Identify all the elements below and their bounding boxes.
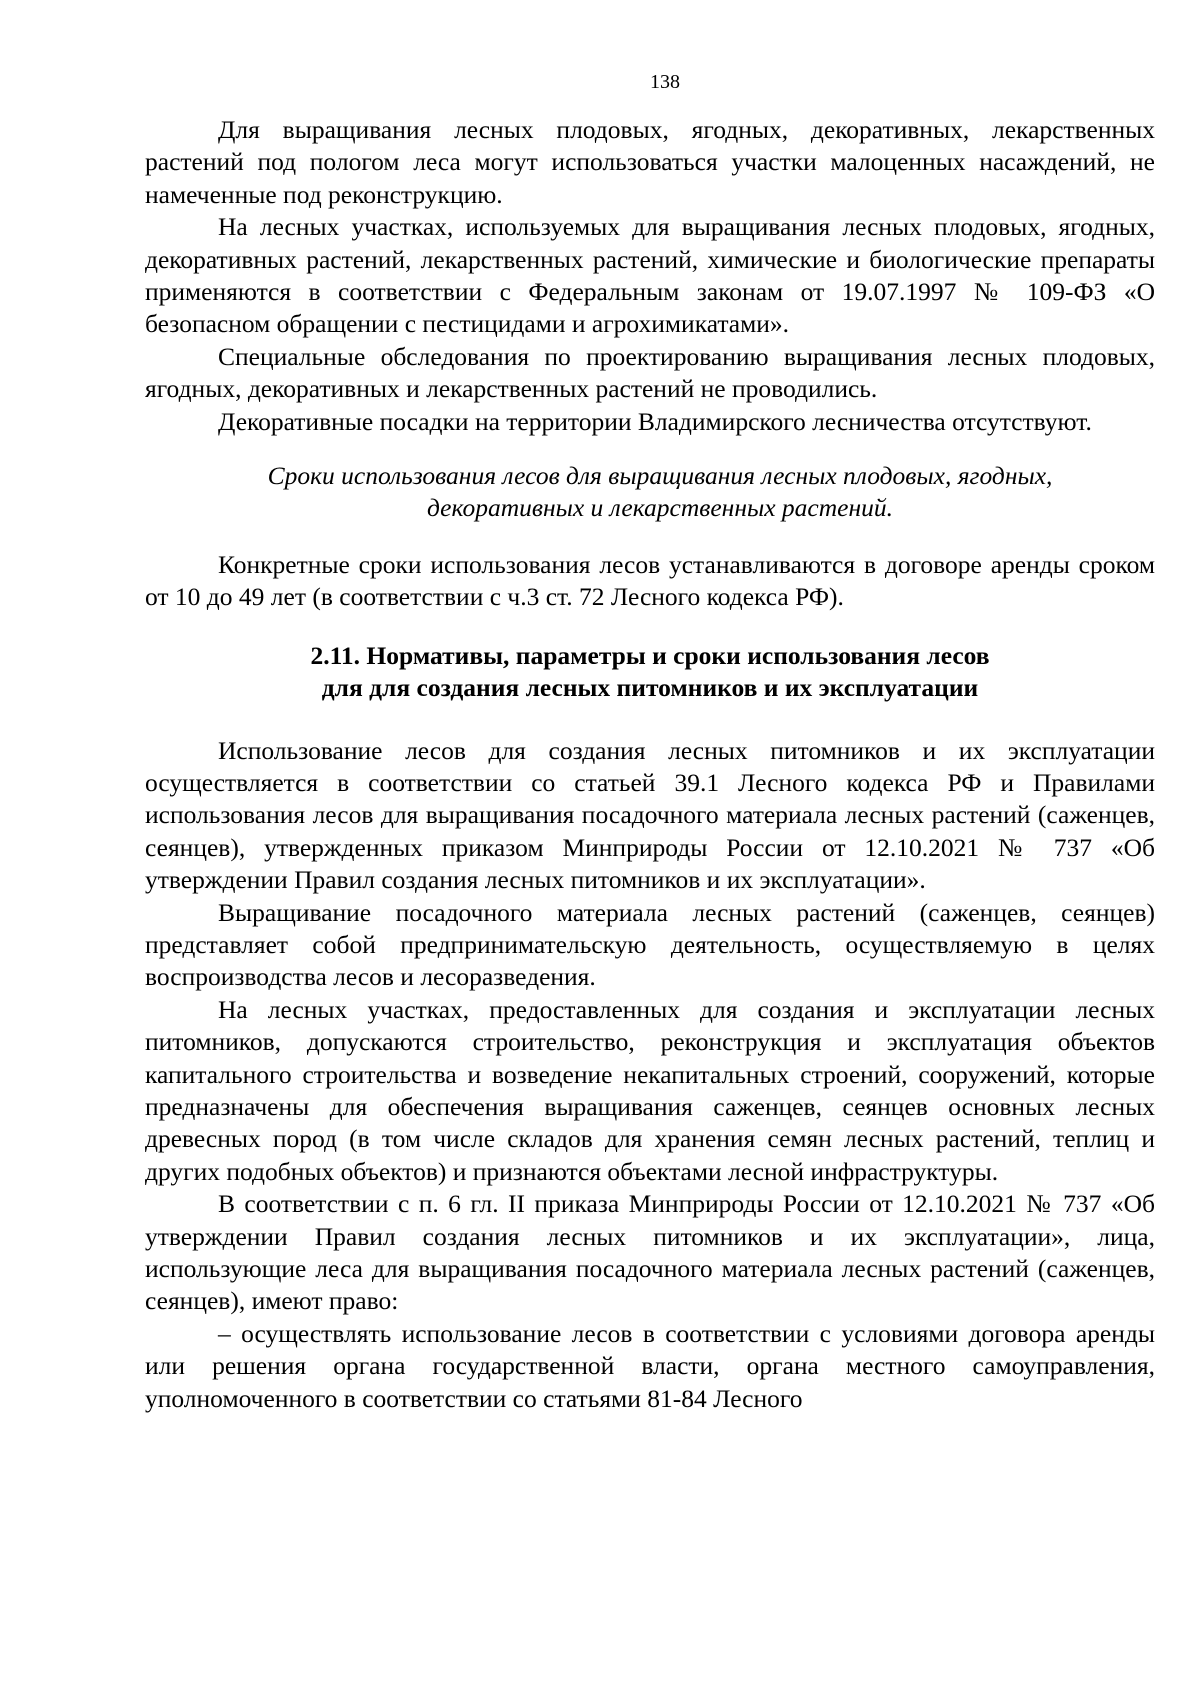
paragraph-decorative-plantings: Декоративные посадки на территории Владимирского лесничества отсутствуют. [218, 406, 1092, 436]
list-item-right-1: – осуществлять использование лесов в соответствии с условиями договора аренды или решения органа государственной власти, органа местного самоуправления, уполномоченного в соответствии со статьями 81-84 Лесного [145, 1318, 1155, 1413]
paragraph-nursery-use: Использование лесов для создания лесных питомников и их эксплуатации осуществляется в соответствии со статьей 39.1 Лесного кодекса РФ и Правилами использования лесов для выращивания посадочного материала лесных растений (саженцев, сеянцев), утвержденных приказом Минприроды России от 12.10.2021 № 737 «Об утверждении Правил создания лесных питомников и их эксплуатации». [145, 735, 1155, 895]
paragraph-seedling-cultivation: Выращивание посадочного материала лесных растений (саженцев, сеянцев) представляет собой предпринимательскую деятельность, осуществляемую в целях воспроизводства лесов и лесоразведения. [145, 897, 1155, 992]
paragraph-cultivation-areas: Для выращивания лесных плодовых, ягодных, декоративных, лекарственных растений под пологом леса могут использоваться участки малоценных насаждений, не намеченные под реконструкцию. [145, 115, 1155, 209]
paragraph-surveys: Специальные обследования по проектированию выращивания лесных плодовых, ягодных, декоративных и лекарственных растений не проводились. [145, 341, 1155, 404]
subheading-line-2: декоративных и лекарственных растений. [426, 493, 894, 523]
section-title-line-1: 2.11. Нормативы, параметры и сроки использования лесов [310, 640, 990, 670]
document-page [145, 70, 1155, 1415]
paragraph-infrastructure: На лесных участках, предоставленных для создания и эксплуатации лесных питомников, допускаются строительство, реконструкция и эксплуатация объектов капитального строительства и возведение некапитальных строений, сооружений, которые предназначены для обеспечения выращивания саженцев, сеянцев основных лесных древесных пород (в том числе складов для хранения семян лесных растений, теплиц и других подобных объектов) и признаются объектами лесной инфраструктуры. [145, 994, 1155, 1186]
subheading-terms [145, 460, 1155, 525]
paragraph-rights: В соответствии с п. 6 гл. II приказа Минприроды России от 12.10.2021 № 737 «Об утверждении Правил создания лесных питомников и их эксплуатации», лица, использующие леса для выращивания посадочного материала лесных растений (саженцев, сеянцев), имеют право: [145, 1189, 1155, 1316]
paragraph-lease-terms: Конкретные сроки использования лесов устанавливаются в договоре аренды сроком от 10 до 49 лет (в соответствии с ч.3 ст. 72 Лесного кодекса РФ). [145, 549, 1155, 612]
section-title [145, 640, 1155, 705]
page-number: 138 [650, 71, 680, 93]
subheading-line-1: Сроки использования лесов для выращивания лесных плодовых, ягодных, [267, 461, 1053, 491]
section-title-line-2: для для создания лесных питомников и их эксплуатации [321, 673, 979, 703]
paragraph-chemicals: На лесных участках, используемых для выращивания лесных плодовых, ягодных, декоративных растений, лекарственных растений, химические и биологические препараты применяются в соответствии с Федеральным законам от 19.07.1997 № 109-ФЗ «О безопасном обращении с пестицидами и агрохимикатами». [145, 212, 1155, 339]
